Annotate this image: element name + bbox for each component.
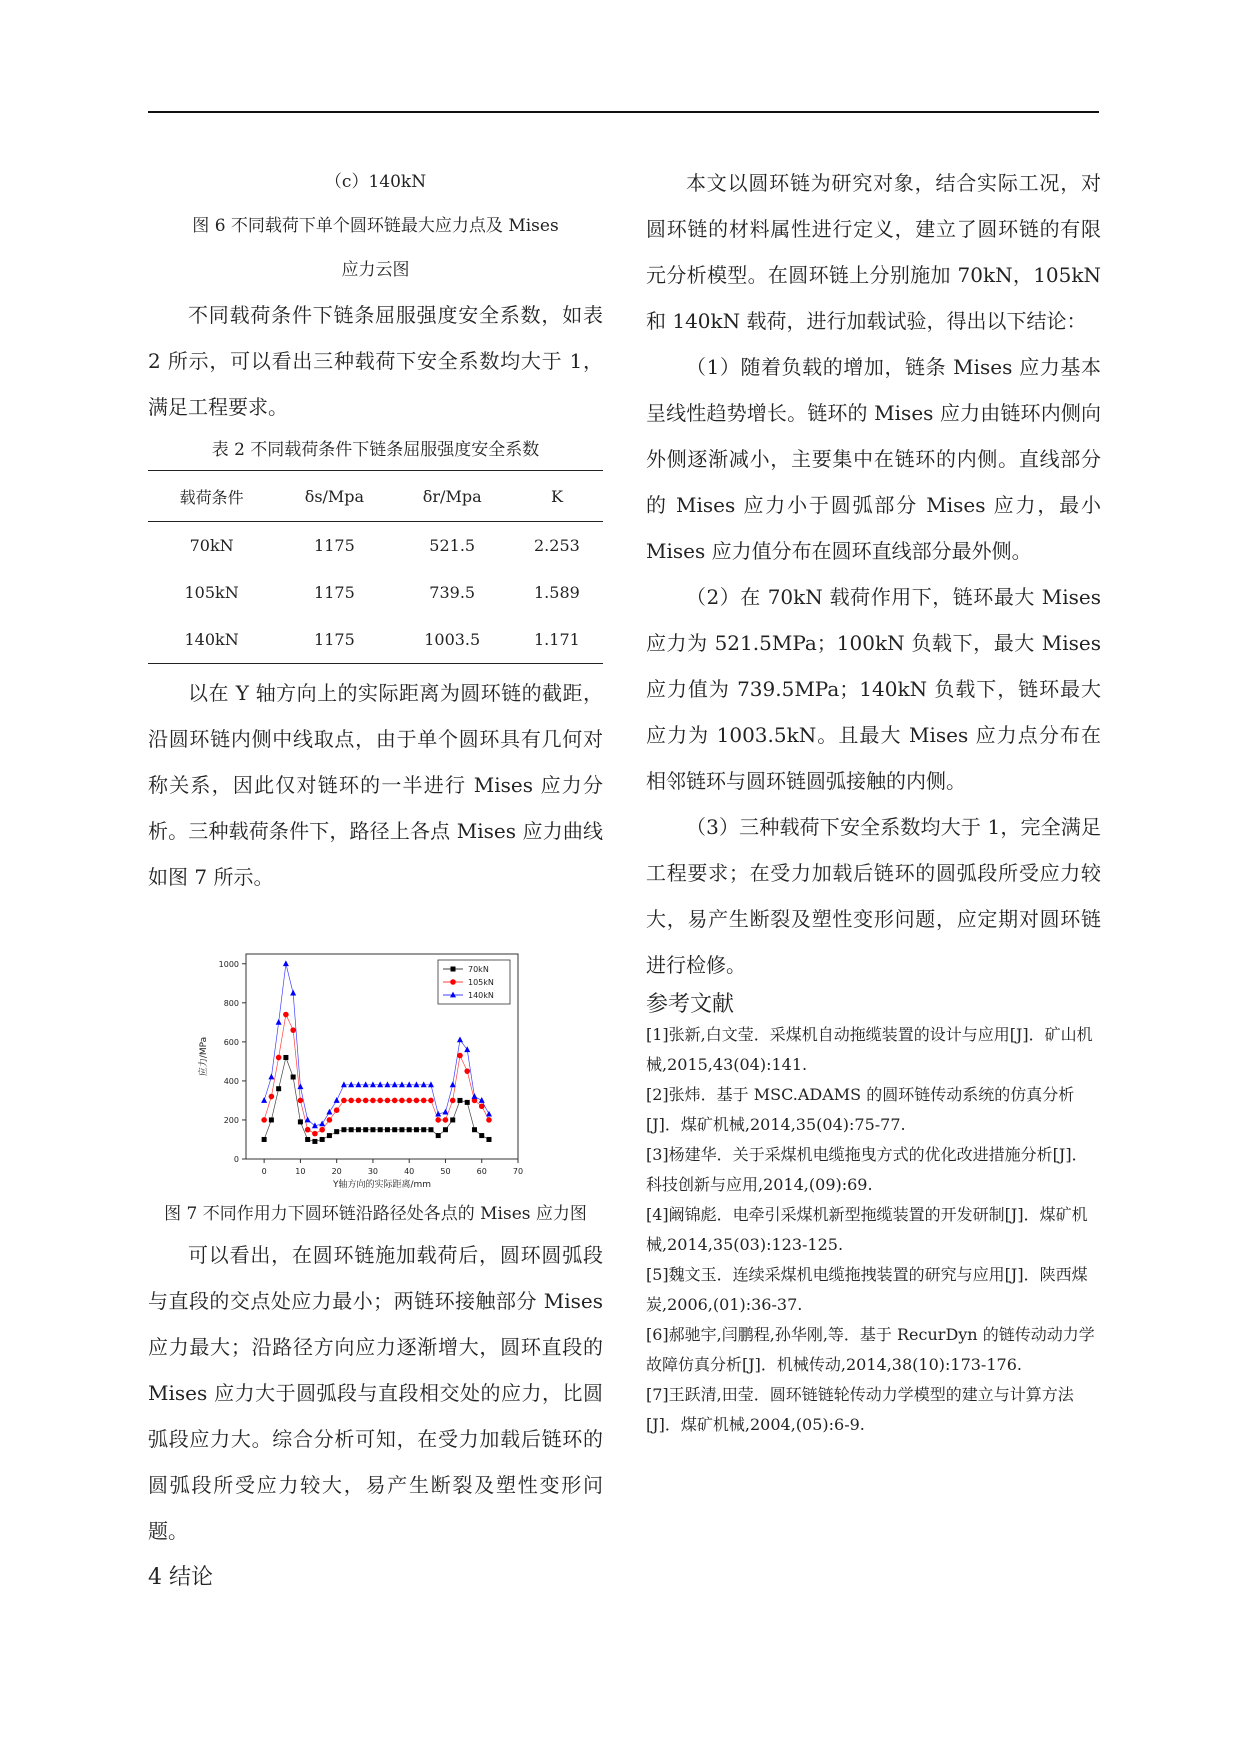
data-point-140kN	[442, 1109, 448, 1115]
data-point-70kN	[428, 1127, 433, 1132]
data-point-70kN	[363, 1127, 368, 1132]
left-column	[148, 160, 603, 1598]
safety-factor-table	[148, 470, 603, 664]
paragraph-conclusion-intro: 本文以圆环链为研究对象，结合实际工况，对圆环链的材料属性进行定义，建立了圆环链的有限元分析模型。在圆环链上分别施加 70kN，105kN 和 140kN 载荷，进行加载试验，得出以下结论：	[646, 171, 1101, 333]
data-point-105kN	[261, 1117, 267, 1123]
table-cell: 1175	[314, 583, 355, 602]
data-point-140kN	[370, 1081, 376, 1087]
legend-marker	[451, 967, 456, 972]
data-point-105kN	[377, 1098, 383, 1104]
data-point-105kN	[312, 1131, 318, 1137]
stress-chart	[148, 934, 603, 1192]
data-point-140kN	[268, 1074, 274, 1080]
table-header-cell: 载荷条件	[179, 487, 244, 507]
figure-6-caption-line1: 图 6 不同载荷下单个圆环链最大应力点及 Mises	[192, 216, 559, 236]
table-cell: 105kN	[184, 583, 239, 602]
data-point-140kN	[305, 1117, 311, 1123]
data-point-140kN	[450, 1081, 456, 1087]
data-point-105kN	[406, 1098, 412, 1104]
data-point-140kN	[276, 1019, 282, 1025]
paragraph-path-method: 以在 Y 轴方向上的实际距离为圆环链的截距，沿圆环链内侧中线取点，由于单个圆环具有几何对称关系，因此仅对链环的一半进行 Mises 应力分析。三种载荷条件下，路径上各点 Mises 应力曲线如图 7 所示。	[148, 681, 603, 889]
data-point-105kN	[319, 1127, 325, 1133]
data-point-70kN	[450, 1117, 455, 1122]
table-cell: 2.253	[534, 536, 580, 555]
data-point-140kN	[399, 1081, 405, 1087]
data-point-70kN	[436, 1133, 441, 1138]
data-point-140kN	[392, 1081, 398, 1087]
data-point-140kN	[290, 990, 296, 996]
table-cell: 70kN	[189, 536, 234, 555]
reference-item: [1]张新,白文莹．采煤机自动拖缆装置的设计与应用[J]．矿山机械,2015,43(04):141.	[646, 1025, 1093, 1074]
data-point-140kN	[355, 1081, 361, 1087]
data-point-70kN	[298, 1119, 303, 1124]
data-point-140kN	[421, 1081, 427, 1087]
data-point-105kN	[276, 1055, 282, 1061]
data-point-105kN	[385, 1098, 391, 1104]
paragraph-conclusion-1: （1）随着负载的增加，链条 Mises 应力基本呈线性趋势增长。链环的 Mises 应力由链环内侧向外侧逐渐减小，主要集中在链环的内侧。直线部分的 Mises 应力小于圆弧部分 Mises 应力，最小 Mises 应力值分布在圆环直线部分最外侧。	[646, 355, 1101, 563]
data-point-70kN	[385, 1127, 390, 1132]
data-point-140kN	[348, 1081, 354, 1087]
y-axis-label: 应力/MPa	[199, 1036, 209, 1077]
paragraph-safety-factor: 不同载荷条件下链条屈服强度安全系数，如表 2 所示，可以看出三种载荷下安全系数均大于 1，满足工程要求。	[148, 303, 603, 419]
data-point-105kN	[356, 1098, 362, 1104]
section-heading-conclusion: 4 结论	[148, 1565, 213, 1590]
data-point-70kN	[407, 1127, 412, 1132]
data-point-105kN	[443, 1117, 449, 1123]
data-point-140kN	[457, 1037, 463, 1043]
x-tick-label: 20	[331, 1167, 342, 1176]
x-tick-label: 40	[404, 1167, 415, 1176]
data-point-70kN	[291, 1075, 296, 1080]
table-header-row	[148, 471, 603, 522]
data-point-140kN	[406, 1081, 412, 1087]
data-point-105kN	[450, 1098, 456, 1104]
y-tick-label: 200	[223, 1115, 239, 1125]
data-point-70kN	[421, 1127, 426, 1132]
data-point-70kN	[392, 1127, 397, 1132]
data-point-70kN	[356, 1127, 361, 1132]
x-tick-label: 50	[440, 1167, 451, 1176]
references-heading: 参考文献	[646, 992, 735, 1017]
data-point-105kN	[464, 1068, 470, 1074]
table-row	[148, 616, 603, 664]
data-point-70kN	[378, 1127, 383, 1132]
data-point-140kN	[341, 1081, 347, 1087]
table-cell: 521.5	[429, 536, 476, 555]
y-tick-label: 600	[223, 1037, 239, 1047]
data-point-70kN	[276, 1086, 281, 1091]
y-tick-label: 0	[233, 1155, 239, 1164]
data-point-70kN	[349, 1127, 354, 1132]
data-point-140kN	[297, 1083, 303, 1089]
data-point-70kN	[320, 1137, 325, 1142]
data-point-70kN	[262, 1137, 267, 1142]
paragraph-conclusion-2: （2）在 70kN 载荷作用下，链环最大 Mises 应力为 521.5MPa；100kN 负载下，最大 Mises 应力值为 739.5MPa；140kN 负载下，链环最大应力为 1003.5kN。且最大 Mises 应力点分布在相邻链环与圆环链圆弧接触的内侧。	[646, 585, 1101, 793]
reference-item: [7]王跃清,田莹．圆环链链轮传动力学模型的建立与计算方法[J]．煤矿机械,2004,(05):6-9.	[646, 1385, 1074, 1434]
table-row	[148, 569, 603, 616]
data-point-140kN	[471, 1093, 477, 1099]
right-column	[646, 160, 1101, 1440]
reference-item: [6]郝驰宇,闫鹏程,孙华刚,等．基于 RecurDyn 的链传动动力学故障仿真分析[J]．机械传动,2014,38(10):173-176.	[646, 1325, 1095, 1374]
data-point-70kN	[269, 1117, 274, 1122]
data-point-105kN	[421, 1098, 427, 1104]
table-header-cell: δr/Mpa	[422, 486, 482, 506]
table-cell: 1003.5	[424, 630, 481, 649]
table-cell: 140kN	[184, 630, 239, 649]
x-tick-label: 10	[295, 1167, 306, 1176]
data-point-105kN	[334, 1107, 340, 1113]
data-point-105kN	[486, 1117, 492, 1123]
data-point-105kN	[305, 1127, 311, 1133]
subfigure-caption: （c）140kN	[324, 172, 427, 192]
data-point-70kN	[341, 1127, 346, 1132]
data-point-70kN	[370, 1127, 375, 1132]
table-cell: 1.589	[534, 583, 580, 602]
y-tick-label: 1000	[218, 959, 239, 969]
data-point-70kN	[414, 1127, 419, 1132]
data-point-105kN	[392, 1098, 398, 1104]
x-tick-label: 60	[476, 1167, 487, 1176]
reference-item: [3]杨建华．关于采煤机电缆拖曳方式的优化改进措施分析[J]．科技创新与应用,2014,(09):69.	[646, 1145, 1088, 1194]
data-point-140kN	[377, 1081, 383, 1087]
data-point-70kN	[479, 1133, 484, 1138]
table-header-cell: δs/Mpa	[304, 486, 365, 506]
table-cell: 1.171	[534, 630, 580, 649]
data-point-105kN	[414, 1098, 420, 1104]
data-point-70kN	[305, 1137, 310, 1142]
data-point-70kN	[465, 1100, 470, 1105]
data-point-70kN	[399, 1127, 404, 1132]
data-point-140kN	[261, 1097, 267, 1103]
paragraph-conclusion-3: （3）三种载荷下安全系数均大于 1，完全满足工程要求；在受力加载后链环的圆弧段所受应力较大，易产生断裂及塑性变形问题，应定期对圆环链进行检修。	[646, 815, 1101, 977]
reference-item: [5]魏文玉．连续采煤机电缆拖拽装置的研究与应用[J]．陕西煤炭,2006,(01):36-37.	[646, 1265, 1088, 1314]
data-point-70kN	[283, 1055, 288, 1060]
data-point-105kN	[298, 1098, 304, 1104]
paragraph-analysis: 可以看出，在圆环链施加载荷后，圆环圆弧段与直段的交点处应力最小；两链环接触部分 Mises 应力最大；沿路径方向应力逐渐增大，圆环直段的 Mises 应力大于圆弧段与直段相交处的应力，比圆弧段应力大。综合分析可知，在受力加载后链环的圆弧段所受应力较大，易产生断裂及塑性变形问题。	[148, 1243, 603, 1543]
header-rule	[148, 111, 1099, 113]
data-point-140kN	[486, 1111, 492, 1117]
figure-7-caption: 图 7 不同作用力下圆环链沿路径处各点的 Mises 应力图	[164, 1204, 587, 1224]
y-tick-label: 800	[223, 998, 239, 1008]
data-point-70kN	[472, 1127, 477, 1132]
data-point-140kN	[319, 1120, 325, 1126]
data-point-105kN	[283, 1012, 289, 1018]
data-point-105kN	[428, 1098, 434, 1104]
x-tick-label: 0	[261, 1167, 267, 1176]
data-point-70kN	[312, 1139, 317, 1144]
data-point-105kN	[269, 1094, 275, 1100]
reference-item: [2]张炜．基于 MSC.ADAMS 的圆环链传动系统的仿真分析[J]．煤矿机械,2014,35(04):75-77.	[646, 1085, 1075, 1134]
y-tick-label: 400	[223, 1076, 239, 1086]
data-point-105kN	[348, 1098, 354, 1104]
x-tick-label: 30	[367, 1167, 379, 1176]
data-point-70kN	[486, 1137, 491, 1142]
legend-label: 140kN	[468, 991, 494, 1000]
legend-marker	[450, 979, 456, 985]
data-point-140kN	[428, 1081, 434, 1087]
data-point-105kN	[341, 1098, 347, 1104]
table-cell: 1175	[314, 630, 355, 649]
table-cell: 1175	[314, 536, 355, 555]
reference-list	[646, 1020, 1101, 1440]
data-point-105kN	[290, 1027, 296, 1033]
data-point-140kN	[334, 1097, 340, 1103]
data-point-105kN	[370, 1098, 376, 1104]
data-point-70kN	[443, 1127, 448, 1132]
data-point-105kN	[327, 1117, 333, 1123]
data-point-105kN	[363, 1098, 369, 1104]
data-point-140kN	[283, 960, 289, 966]
data-point-140kN	[363, 1081, 369, 1087]
figure-7	[148, 934, 603, 1192]
data-point-105kN	[399, 1098, 405, 1104]
x-tick-label: 70	[512, 1167, 524, 1176]
table-header-cell: K	[550, 486, 563, 506]
data-point-140kN	[384, 1081, 390, 1087]
x-axis-label: Y轴方向的实际距离/mm	[332, 1180, 432, 1190]
data-point-140kN	[326, 1109, 332, 1115]
legend-label: 105kN	[468, 978, 494, 987]
reference-item: [4]阚锦彪．电牵引采煤机新型拖缆装置的开发研制[J]．煤矿机械,2014,35(03):123-125.	[646, 1205, 1088, 1254]
data-point-140kN	[479, 1097, 485, 1103]
table-cell: 739.5	[429, 583, 476, 602]
figure-6-caption-line2: 应力云图	[341, 260, 410, 280]
table-row	[148, 522, 603, 570]
data-point-70kN	[334, 1129, 339, 1134]
data-point-105kN	[435, 1117, 441, 1123]
data-point-70kN	[457, 1098, 462, 1103]
series-line-105kN	[264, 1015, 489, 1134]
data-point-140kN	[413, 1081, 419, 1087]
legend-label: 70kN	[468, 965, 489, 974]
table-2-title: 表 2 不同载荷条件下链条屈服强度安全系数	[211, 440, 540, 460]
data-point-70kN	[327, 1133, 332, 1138]
